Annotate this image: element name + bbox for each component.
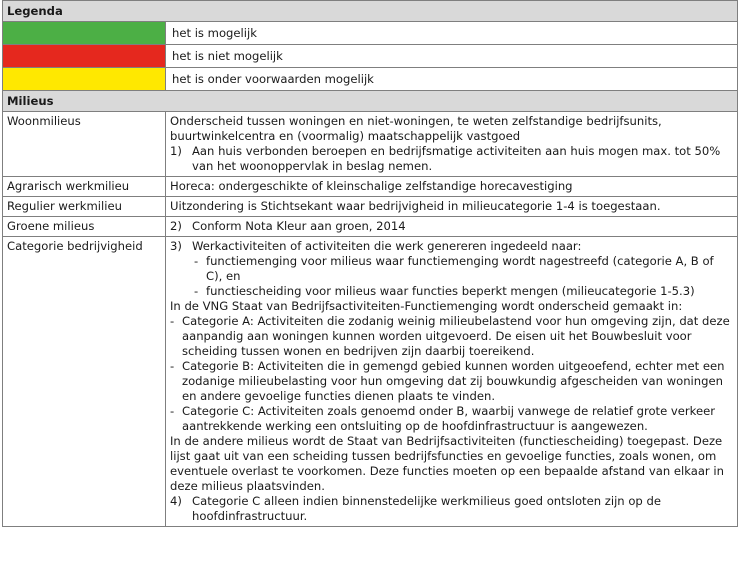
legend-label-red: het is niet mogelijk bbox=[166, 45, 738, 68]
row-categorie bbox=[3, 237, 738, 527]
dash-bullet: - bbox=[170, 404, 175, 418]
legend-milieus-table bbox=[2, 0, 738, 527]
cat-item-c-text: Categorie C: Activiteiten zoals genoemd onder B, waarbij vanwege de relatief grote verkeer aantrekkende werking een ontsluiting op de hoofdinfrastructuur is aangewezen. bbox=[182, 404, 716, 433]
milieus-header-row bbox=[3, 91, 738, 112]
groen-note-2-text: Conform Nota Kleur aan groen, 2014 bbox=[192, 219, 406, 233]
row-label-categorie: Categorie bedrijvigheid bbox=[3, 237, 166, 527]
milieus-title: Milieus bbox=[3, 91, 738, 112]
legend-swatch-green bbox=[3, 22, 166, 45]
row-label-groen: Groene milieus bbox=[3, 217, 166, 237]
groen-note-2-number: 2) bbox=[170, 219, 182, 233]
row-content-groen bbox=[166, 217, 738, 237]
row-groen bbox=[3, 217, 738, 237]
row-label-regulier: Regulier werkmilieu bbox=[3, 197, 166, 217]
legend-swatch-yellow bbox=[3, 68, 166, 91]
cat-note-3-number: 3) bbox=[170, 239, 182, 253]
cat-note-4 bbox=[170, 494, 733, 524]
dash-bullet: - bbox=[170, 314, 175, 328]
cat-sub-item-1-text: functiemenging voor milieus waar functiemenging wordt nagestreefd (categorie A, B of C), en bbox=[206, 254, 714, 283]
cat-sub-item-1 bbox=[170, 254, 733, 284]
row-content-woonmilieus bbox=[166, 112, 738, 177]
legend-row-red bbox=[3, 45, 738, 68]
groen-note-2 bbox=[170, 219, 733, 234]
row-woonmilieus bbox=[3, 112, 738, 177]
row-content-agrarisch: Horeca: ondergeschikte of kleinschalige zelfstandige horecavestiging bbox=[166, 177, 738, 197]
woon-note-1 bbox=[170, 144, 733, 174]
legend-swatch-red bbox=[3, 45, 166, 68]
cat-note-3 bbox=[170, 239, 733, 254]
cat-note-3-text: Werkactiviteiten of activiteiten die werk genereren ingedeeld naar: bbox=[192, 239, 582, 253]
legend-label-yellow: het is onder voorwaarden mogelijk bbox=[166, 68, 738, 91]
legend-label-green: het is mogelijk bbox=[166, 22, 738, 45]
woon-note-1-text: Aan huis verbonden beroepen en bedrijfsmatige activiteiten aan huis mogen max. tot 50% van het woonoppervlak in beslag nemen. bbox=[192, 144, 721, 173]
cat-intro: In de VNG Staat van Bedrijfsactiviteiten-Functiemenging wordt onderscheid gemaakt in: bbox=[170, 299, 683, 313]
dash-bullet: - bbox=[170, 359, 175, 373]
legend-row-green bbox=[3, 22, 738, 45]
dash-bullet: - bbox=[194, 254, 199, 268]
woon-note-1-number: 1) bbox=[170, 144, 182, 158]
dash-bullet: - bbox=[194, 284, 199, 298]
cat-outro: In de andere milieus wordt de Staat van Bedrijfsactiviteiten (functiescheiding) toegepast. Deze lijst gaat uit van een scheiding tussen bedrijfsfuncties en gevoelige functies, zoals wonen, om eventuele overlast te voorkomen. Deze functies moeten op een bepaalde afstand van elkaar in deze milieus plaatsvinden. bbox=[170, 434, 724, 493]
legend-row-yellow bbox=[3, 68, 738, 91]
cat-item-a bbox=[170, 314, 733, 359]
row-content-categorie bbox=[166, 237, 738, 527]
woon-text: Onderscheid tussen woningen en niet-woningen, te weten zelfstandige bedrijfsunits, buurtwinkelcentra en (voormalig) maatschappelijk vastgoed bbox=[170, 114, 662, 143]
row-agrarisch bbox=[3, 177, 738, 197]
row-regulier bbox=[3, 197, 738, 217]
row-content-regulier: Uitzondering is Stichtsekant waar bedrijvigheid in milieucategorie 1-4 is toegestaan. bbox=[166, 197, 738, 217]
cat-sub-item-2-text: functiescheiding voor milieus waar functies beperkt mengen (milieucategorie 1-5.3) bbox=[206, 284, 695, 298]
cat-item-c bbox=[170, 404, 733, 434]
cat-item-a-text: Categorie A: Activiteiten die zodanig weinig milieubelastend voor hun omgeving zijn, dat deze aanpandig aan woningen kunnen worden uitgevoerd. De eisen uit het Bouwbesluit voor scheiding tussen wonen en bedrijven zijn daarbij toereikend. bbox=[182, 314, 730, 358]
legend-title: Legenda bbox=[3, 1, 738, 22]
row-label-agrarisch: Agrarisch werkmilieu bbox=[3, 177, 166, 197]
cat-note-4-text: Categorie C alleen indien binnenstedelijke werkmilieus goed ontsloten zijn op de hoofdinfrastructuur. bbox=[192, 494, 661, 523]
cat-item-b-text: Categorie B: Activiteiten die in gemengd gebied kunnen worden uitgeoefend, echter met een zodanige milieubelasting voor hun omgeving dat zij bouwkundig afgescheiden van woningen en andere gevoelige functies dienen plaats te vinden. bbox=[182, 359, 725, 403]
row-label-woonmilieus: Woonmilieus bbox=[3, 112, 166, 177]
cat-item-b bbox=[170, 359, 733, 404]
legend-header-row bbox=[3, 1, 738, 22]
cat-sub-item-2 bbox=[170, 284, 733, 299]
cat-note-4-number: 4) bbox=[170, 494, 182, 508]
